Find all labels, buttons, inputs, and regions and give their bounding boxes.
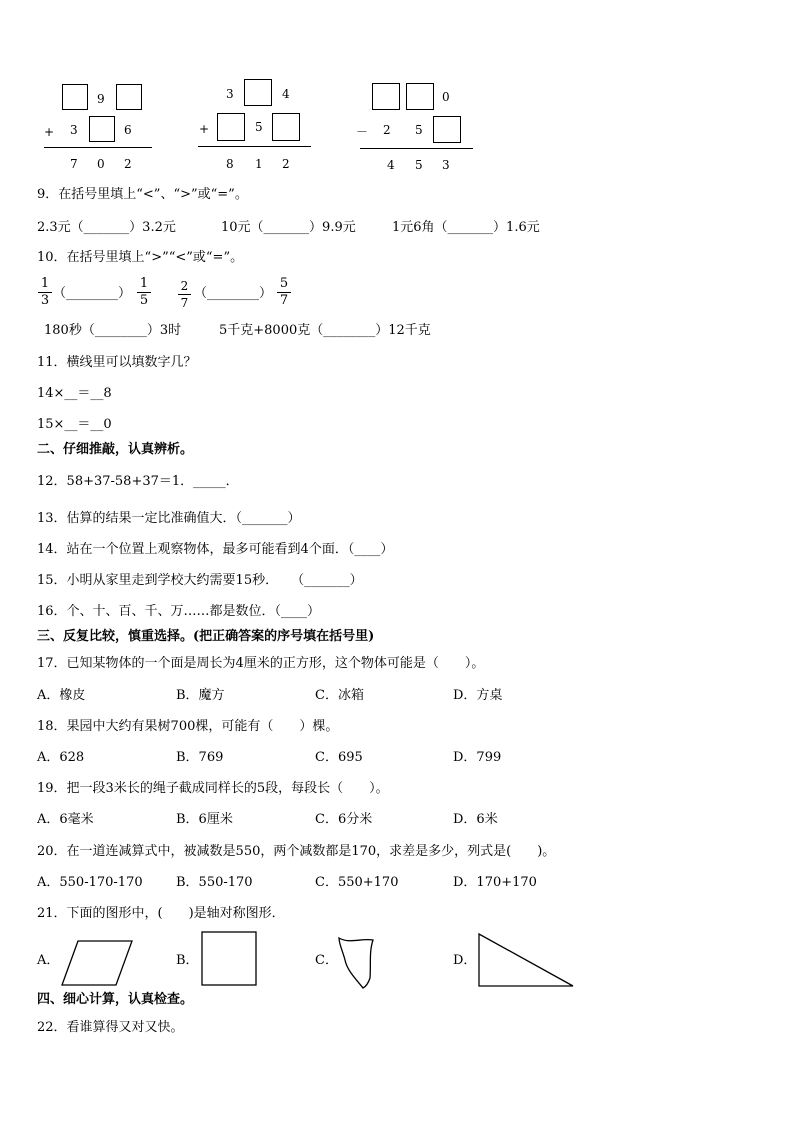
question-11-title: 11．横线里可以填数字几？ <box>37 355 197 370</box>
digit: 4 <box>282 87 290 101</box>
sum-line <box>44 147 152 148</box>
question-10-title: 10．在括号里填上“>”“<”或“=”。 <box>37 250 244 265</box>
answer-box[interactable] <box>433 116 461 143</box>
section-2-heading: 二、仔细推敲，认真辨析。 <box>37 442 194 457</box>
plus-sign: + <box>199 122 210 136</box>
digit: 2 <box>124 157 132 171</box>
question-18: 18．果园中大约有果树700棵，可能有（ ）棵。 <box>37 719 339 734</box>
question-19: 19．把一段3米长的绳子截成同样长的5段，每段长（ ）。 <box>37 781 389 796</box>
question-11-line-2[interactable]: 15×__＝__0 <box>37 417 112 432</box>
option-a[interactable]: A． <box>37 953 60 968</box>
option-b[interactable]: B．魔方 <box>176 688 225 703</box>
digit: 0 <box>97 157 105 171</box>
option-c[interactable]: C．6分米 <box>315 812 373 827</box>
answer-box[interactable] <box>217 113 245 141</box>
digit: 5 <box>415 123 423 137</box>
fraction <box>277 277 291 308</box>
fraction <box>137 277 151 308</box>
option-c[interactable]: C． <box>315 953 338 968</box>
right-triangle-shape[interactable] <box>476 931 576 989</box>
numerator: 1 <box>139 276 149 291</box>
question-13[interactable]: 13．估算的结果一定比准确值大．（_______） <box>37 511 301 526</box>
question-12[interactable]: 12．58+37-58+37＝1．_____． <box>37 474 239 489</box>
denominator: 5 <box>139 293 149 308</box>
plus-sign: + <box>44 125 55 139</box>
option-d[interactable]: D．6米 <box>453 812 498 827</box>
fraction-bar <box>178 294 191 295</box>
option-d[interactable]: D．方桌 <box>453 688 503 703</box>
digit: 4 <box>387 158 395 172</box>
answer-box[interactable] <box>372 83 400 110</box>
question-9-item-1[interactable]: 2.3元（_______）3.2元 <box>37 220 176 235</box>
question-9-item-2[interactable]: 10元（_______）9.9元 <box>221 220 356 235</box>
denominator: 7 <box>180 296 189 310</box>
option-a[interactable]: A．橡皮 <box>37 688 86 703</box>
option-b[interactable]: B． <box>176 953 199 968</box>
numerator: 1 <box>40 276 50 291</box>
difference-line <box>360 148 473 149</box>
irregular-shape[interactable] <box>335 934 377 990</box>
digit: 5 <box>415 158 423 172</box>
question-14[interactable]: 14．站在一个位置上观察物体，最多可能看到4个面．（____） <box>37 542 394 557</box>
digit: 2 <box>383 123 391 137</box>
numerator: 2 <box>180 279 189 293</box>
question-10-item-3[interactable]: 180秒（________）3时 <box>44 323 182 338</box>
option-a[interactable]: A．6毫米 <box>37 812 94 827</box>
answer-box[interactable] <box>89 116 115 142</box>
digit: 0 <box>442 90 450 104</box>
digit: 5 <box>255 120 263 134</box>
option-d[interactable]: D．799 <box>453 750 502 765</box>
option-d[interactable]: D． <box>453 953 477 968</box>
digit: 7 <box>70 157 78 171</box>
answer-box[interactable] <box>272 113 300 141</box>
question-11-line-1[interactable]: 14×__＝__8 <box>37 386 112 401</box>
answer-box[interactable] <box>406 83 434 110</box>
answer-box[interactable] <box>62 84 88 110</box>
parallelogram-shape[interactable] <box>60 938 134 988</box>
question-9-title: 9．在括号里填上“<”、“>”或“=”。 <box>37 187 248 202</box>
question-10-item-4[interactable]: 5千克+8000克（________）12千克 <box>219 323 431 338</box>
fraction <box>178 279 191 310</box>
digit: 9 <box>97 92 105 106</box>
option-d[interactable]: D．170+170 <box>453 875 537 890</box>
comparison-blank[interactable]: （________） <box>194 286 273 301</box>
minus-sign: － <box>356 125 369 139</box>
digit: 3 <box>70 123 78 137</box>
digit: 6 <box>124 123 132 137</box>
option-b[interactable]: B．6厘米 <box>176 812 233 827</box>
question-15[interactable]: 15．小明从家里走到学校大约需要15秒． （_______） <box>37 573 363 588</box>
question-9-item-3[interactable]: 1元6角（_______）1.6元 <box>392 220 540 235</box>
denominator: 3 <box>40 293 50 308</box>
section-4-heading: 四、细心计算，认真检查。 <box>37 992 194 1007</box>
option-a[interactable]: A．628 <box>37 750 85 765</box>
digit: 2 <box>282 157 290 171</box>
answer-box[interactable] <box>244 79 272 106</box>
denominator: 7 <box>279 293 289 308</box>
answer-box[interactable] <box>116 84 142 110</box>
option-c[interactable]: C．695 <box>315 750 363 765</box>
fraction <box>38 277 52 308</box>
digit: 1 <box>255 157 263 171</box>
digit: 3 <box>226 87 234 101</box>
question-22: 22．看谁算得又对又快。 <box>37 1020 184 1035</box>
question-17: 17．已知某物体的一个面是周长为4厘米的正方形，这个物体可能是（ ）。 <box>37 656 485 671</box>
square-shape[interactable] <box>200 930 258 987</box>
sum-line <box>198 146 311 147</box>
option-a[interactable]: A．550-170-170 <box>37 875 143 890</box>
option-c[interactable]: C．550+170 <box>315 875 399 890</box>
digit: 3 <box>442 158 450 172</box>
numerator: 5 <box>279 276 289 291</box>
option-b[interactable]: B．769 <box>176 750 224 765</box>
option-c[interactable]: C．冰箱 <box>315 688 364 703</box>
question-21: 21．下面的图形中，( )是轴对称图形． <box>37 906 285 921</box>
comparison-blank[interactable]: （________） <box>53 286 132 301</box>
section-3-heading: 三、反复比较，慎重选择。(把正确答案的序号填在括号里) <box>37 629 375 644</box>
question-16[interactable]: 16．个、十、百、千、万……都是数位．（____） <box>37 604 321 619</box>
digit: 8 <box>226 157 234 171</box>
option-b[interactable]: B．550-170 <box>176 875 253 890</box>
question-20: 20．在一道连减算式中，被减数是550，两个减数都是170，求差是多少，列式是( )。 <box>37 844 556 859</box>
